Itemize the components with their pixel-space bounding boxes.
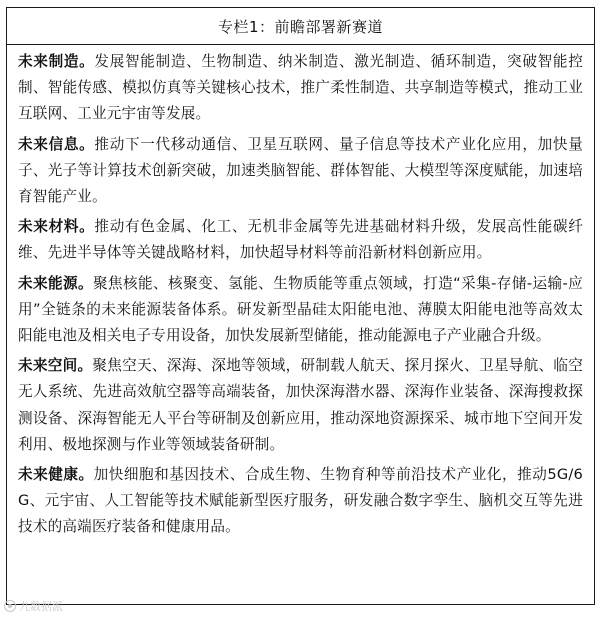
section-body: 推动有色金属、化工、无机非金属等先进基础材料升级，发展高性能碳纤维、先进半导体等关键战略材料，加快超导材料等前沿新材料创新应用。 xyxy=(18,218,583,262)
section-space xyxy=(18,353,583,458)
section-body: 聚焦空天、深海、深地等领域，研制载人航天、探月探火、卫星导航、临空无人系统、先进高效航空器等高端装备，加快深海潜水器、深海作业装备、深海搜救探测设备、深海智能无人平台等研制及创新应用，推动深地资源探采、城市地下空间开发利用、极地探测与作业等领域装备研制。 xyxy=(18,357,583,453)
section-materials xyxy=(18,214,583,266)
section-heading: 未来能源。 xyxy=(18,274,94,292)
section-body: 发展智能制造、生物制造、纳米制造、激光制造、循环制造，突破智能控制、智能传感、模拟仿真等关键核心技术，推广柔性制造、共享制造等模式，推动工业互联网、工业元宇宙等发展。 xyxy=(18,53,583,123)
section-heading: 未来制造。 xyxy=(18,53,95,70)
column-box xyxy=(6,7,595,605)
column-content xyxy=(7,45,594,541)
section-body: 推动下一代移动通信、卫星互联网、量子信息等技术产业化应用，加快量子、光子等计算技术创新突破，加速类脑智能、群体智能、大模型等深度赋能，加速培育智能产业。 xyxy=(18,135,583,206)
watermark-logo-icon xyxy=(4,600,16,612)
section-heading: 未来信息。 xyxy=(18,135,95,153)
section-heading: 未来空间。 xyxy=(18,357,93,375)
section-body: 聚焦核能、核聚变、氢能、生物质能等重点领域，打造“采集-存储-运输-应用”全链条的未来能源装备体系。研发新型晶硅太阳能电池、薄膜太阳能电池等高效太阳能电池及相关电子专用设备，加快发展新型储能，推动能源电子产业融合升级。 xyxy=(18,274,583,345)
section-information xyxy=(18,132,583,211)
watermark-text: 九数据派 xyxy=(19,600,63,613)
watermark xyxy=(4,598,63,614)
section-body: 加快细胞和基因技术、合成生物、生物育种等前沿技术产业化，推动5G/6G、元宇宙、人工智能等技术赋能新型医疗服务，研发融合数字孪生、脑机交互等先进技术的高端医疗装备和健康用品。 xyxy=(18,466,583,536)
column-title: 专栏1：前瞻部署新赛道 xyxy=(7,8,594,45)
section-health xyxy=(18,462,583,541)
section-heading: 未来健康。 xyxy=(18,466,94,484)
section-heading: 未来材料。 xyxy=(18,218,95,236)
section-energy xyxy=(18,271,583,350)
section-manufacturing xyxy=(18,49,583,128)
